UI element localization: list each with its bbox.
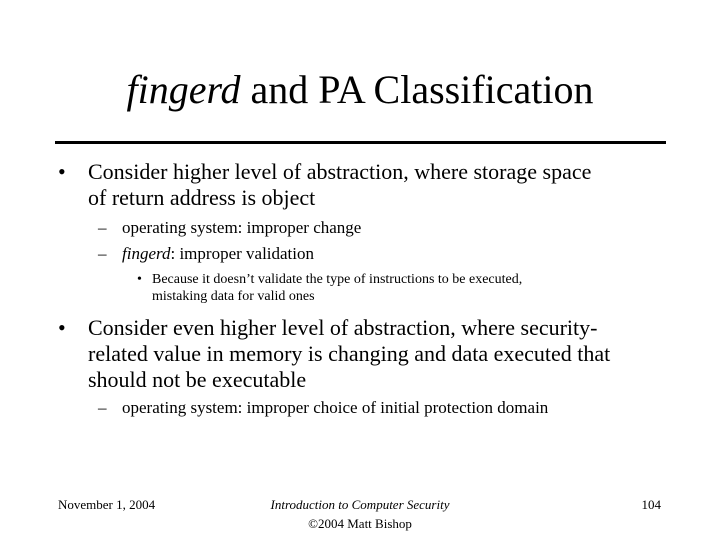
bullet-2 [58, 315, 610, 393]
footer-date: November 1, 2004 [58, 497, 156, 512]
footer-page-number: 104 [641, 497, 661, 512]
bullet-1-marker: • [58, 159, 66, 184]
sub-bullet-1-marker: – [98, 218, 107, 237]
title-divider [55, 141, 666, 144]
footer-center [200, 496, 520, 532]
bullet-1 [58, 159, 591, 211]
sub-sub-bullet-1-line-1: Because it doesn’t validate the type of instructions to be executed, [152, 272, 523, 287]
bullet-2-line-2: related value in memory is changing and data executed that [88, 341, 611, 366]
sub-bullet-2-text [122, 244, 314, 264]
sub-bullet-1 [98, 218, 361, 238]
title-italic-fingerd: fingerd [126, 67, 241, 112]
slide-title [0, 66, 720, 114]
sub-bullet-2-rest: : improper validation [170, 244, 315, 263]
bullet-1-line-2: of return address is object [88, 185, 316, 210]
sub-sub-bullet-1-line-2: mistaking data for valid ones [152, 289, 315, 304]
sub-sub-bullet-1-marker: • [137, 272, 142, 287]
sub-bullet-3-marker: – [98, 398, 107, 417]
title-rest: and PA Classification [240, 67, 594, 112]
bullet-2-line-3: should not be executable [88, 367, 307, 392]
footer-copyright: ©2004 Matt Bishop [308, 516, 412, 531]
sub-bullet-3-text: operating system: improper choice of initial protection domain [122, 398, 549, 417]
bullet-1-line-1: Consider higher level of abstraction, where storage space [88, 159, 592, 184]
bullet-2-marker: • [58, 315, 66, 340]
sub-sub-bullet-1 [137, 271, 522, 305]
bullet-2-line-1: Consider even higher level of abstraction, where security- [88, 315, 598, 340]
sub-bullet-3 [98, 398, 548, 418]
sub-bullet-2-marker: – [98, 244, 107, 263]
sub-bullet-2-italic: fingerd [122, 244, 171, 263]
sub-bullet-2 [98, 244, 314, 264]
sub-bullet-1-text: operating system: improper change [122, 218, 362, 237]
footer-course: Introduction to Computer Security [270, 497, 450, 512]
